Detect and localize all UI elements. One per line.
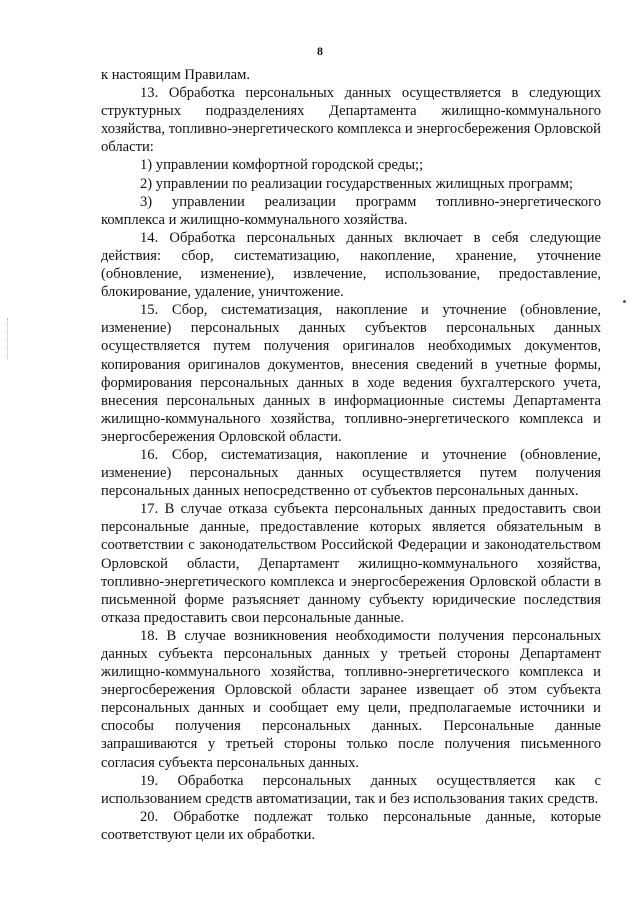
paragraph: 15. Сбор, систематизация, накопление и уточнение (обновление, изменение) персональных данных субъектов персональных данных осуществляется путем получения оригиналов необходимых документов, копирования оригиналов документов, внесения сведений в учетные формы, формирования персональных данных в ходе ведения бухгалтерского учета, внесения персональных данных в информационные системы Департамента жилищно-коммунального хозяйства, топливно-энергетического комплекса и энергосбережения Орловской области. [101,302,601,445]
paragraph: 13. Обработка персональных данных осуществляется в следующих структурных подразделениях Департамента жилищно-коммунального хозяйства, топливно-энергетического комплекса и энергосбережения Орловской области: [101,85,601,156]
paragraph: 19. Обработка персональных данных осуществляется как с использованием средств автоматизации, так и без использования таких средств. [101,772,601,807]
paragraph: 3) управлении реализации программ топливно-энергетического комплекса и жилищно-коммунального хозяйства. [101,193,601,228]
scan-speck [623,300,626,303]
paragraph-continuation: к настоящим Правилам. [101,67,251,83]
document-body [101,66,601,844]
paragraph: 17. В случае отказа субъекта персональных данных предоставить свои персональные данные, предоставление которых является обязательным в соответствии с законодательством Российской Федерации и законодательством Орловской области, Департамент жилищно-коммунального хозяйства, топливно-энергетического комплекса и энергосбережения Орловской области в письменной форме разъясняет данному субъекту юридические последствия отказа предоставить свои персональные данные. [101,501,601,626]
page-number: 8 [317,44,323,58]
paragraph: 2) управлении по реализации государственных жилищных программ; [140,175,574,192]
paragraph: 1) управлении комфортной городской среды;; [140,157,424,174]
paragraph: 20. Обработке подлежат только персональные данные, которые соответствуют цели их обработки. [101,808,601,843]
scan-margin-mark [7,318,10,360]
paragraph: 14. Обработка персональных данных включает в себя следующие действия: сбор, систематизацию, накопление, хранение, уточнение (обновление, изменение), извлечение, использование, предоставление, блокирование, удаление, уничтожение. [101,229,601,301]
paragraph: 18. В случае возникновения необходимости получения персональных данных субъекта персональных данных у третьей стороны Департамент жилищно-коммунального хозяйства, топливно-энергетического комплекса и энергосбережения Орловской области заранее извещает об этом субъекта персональных данных и сообщает ему цели, предполагаемые источники и способы получения персональных данных. Персональные данные запрашиваются у третьей стороны только после получения письменного согласия субъекта персональных данных. [101,627,601,771]
paragraph: 16. Сбор, систематизация, накопление и уточнение (обновление, изменение) персональных данных осуществляется путем получения персональных данных непосредственно от субъектов персональных данных. [101,446,601,500]
